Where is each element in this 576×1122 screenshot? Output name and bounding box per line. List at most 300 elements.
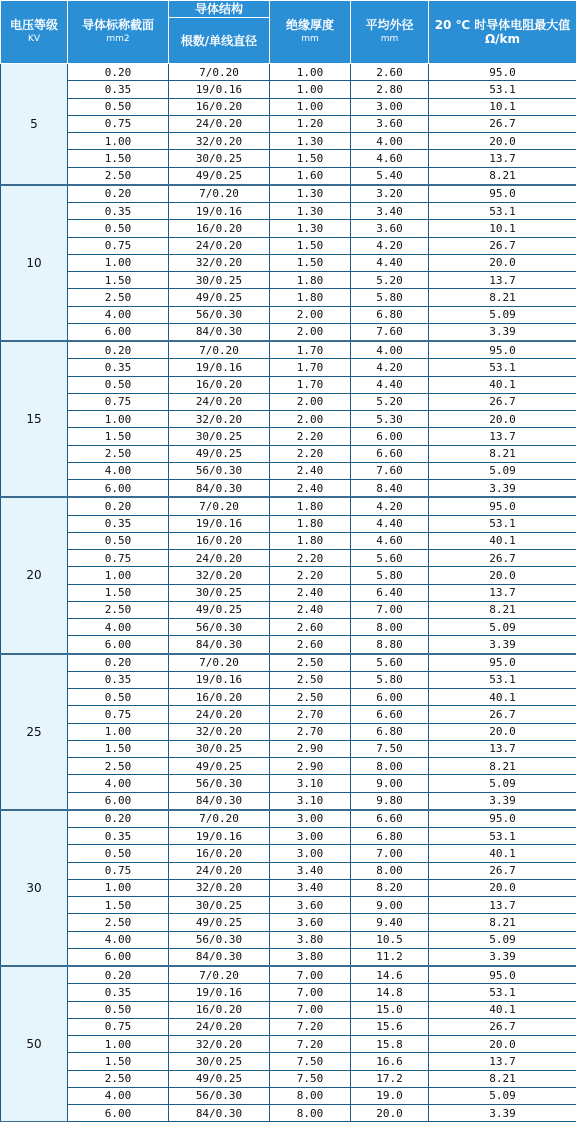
cross-section-cell: 2.50 (68, 445, 169, 462)
diameter-cell: 14.6 (351, 966, 429, 984)
voltage-cell: 30 (1, 810, 68, 966)
voltage-header-label: 电压等级 (10, 18, 58, 32)
insulation-header-unit: mm (270, 32, 350, 46)
table-row (1, 1070, 576, 1087)
resistance-cell: 8.21 (429, 1070, 576, 1087)
resistance-cell: 5.09 (429, 931, 576, 948)
cross-section-cell: 0.35 (68, 828, 169, 845)
insulation-cell: 1.30 (270, 220, 351, 237)
structure-cell: 32/0.20 (169, 723, 270, 740)
structure-cell: 30/0.25 (169, 1053, 270, 1070)
cross-section-cell: 4.00 (68, 1087, 169, 1104)
table-row (1, 272, 576, 289)
table-row (1, 879, 576, 896)
cross-section-cell: 0.75 (68, 550, 169, 567)
table-row (1, 828, 576, 845)
diameter-cell: 3.20 (351, 185, 429, 203)
diameter-cell: 5.60 (351, 550, 429, 567)
table-row (1, 845, 576, 862)
resistance-header-unit: Ω/km (485, 32, 520, 46)
table-row (1, 966, 576, 984)
structure-cell: 24/0.20 (169, 862, 270, 879)
cross-section-cell: 1.00 (68, 133, 169, 150)
table-row (1, 897, 576, 914)
cross-section-header-label: 导体标称截面 (82, 18, 154, 32)
resistance-header (429, 1, 576, 64)
voltage-cell: 20 (1, 497, 68, 653)
structure-cell: 16/0.20 (169, 98, 270, 115)
cross-section-cell: 2.50 (68, 167, 169, 185)
diameter-cell: 20.0 (351, 1105, 429, 1122)
resistance-cell: 53.1 (429, 828, 576, 845)
table-row (1, 792, 576, 810)
insulation-cell: 1.70 (270, 359, 351, 376)
diameter-cell: 3.60 (351, 115, 429, 132)
insulation-cell: 1.70 (270, 376, 351, 393)
resistance-cell: 26.7 (429, 393, 576, 410)
table-row (1, 862, 576, 879)
diameter-cell: 4.60 (351, 532, 429, 549)
cross-section-cell: 1.50 (68, 150, 169, 167)
diameter-cell: 15.0 (351, 1001, 429, 1018)
diameter-cell: 5.80 (351, 289, 429, 306)
resistance-cell: 26.7 (429, 237, 576, 254)
cross-section-cell: 0.50 (68, 376, 169, 393)
structure-cell: 84/0.30 (169, 1105, 270, 1122)
insulation-cell: 2.60 (270, 619, 351, 636)
table-row (1, 220, 576, 237)
cross-section-cell: 1.50 (68, 740, 169, 757)
table-row (1, 1001, 576, 1018)
cross-section-cell: 1.00 (68, 567, 169, 584)
insulation-cell: 2.40 (270, 584, 351, 601)
insulation-cell: 1.00 (270, 81, 351, 98)
table-row (1, 203, 576, 220)
cross-section-cell: 1.00 (68, 1036, 169, 1053)
insulation-cell: 1.80 (270, 289, 351, 306)
resistance-cell: 13.7 (429, 428, 576, 445)
cross-section-header (68, 1, 169, 64)
structure-cell: 49/0.25 (169, 1070, 270, 1087)
cross-section-cell: 4.00 (68, 931, 169, 948)
cross-section-cell: 0.50 (68, 689, 169, 706)
insulation-cell: 3.60 (270, 914, 351, 931)
structure-cell: 19/0.16 (169, 203, 270, 220)
structure-cell: 16/0.20 (169, 532, 270, 549)
resistance-cell: 3.39 (429, 792, 576, 810)
structure-cell: 84/0.30 (169, 948, 270, 966)
insulation-cell: 1.30 (270, 133, 351, 150)
structure-cell: 32/0.20 (169, 411, 270, 428)
diameter-cell: 4.40 (351, 515, 429, 532)
resistance-cell: 95.0 (429, 64, 576, 81)
diameter-cell: 6.80 (351, 828, 429, 845)
table-row (1, 445, 576, 462)
cross-section-cell: 0.20 (68, 810, 169, 828)
diameter-cell: 6.60 (351, 810, 429, 828)
structure-cell: 30/0.25 (169, 584, 270, 601)
insulation-cell: 3.60 (270, 897, 351, 914)
structure-cell: 7/0.20 (169, 341, 270, 359)
insulation-cell: 7.50 (270, 1053, 351, 1070)
structure-cell: 16/0.20 (169, 1001, 270, 1018)
cross-section-cell: 2.50 (68, 1070, 169, 1087)
table-row (1, 636, 576, 654)
cross-section-cell: 0.35 (68, 359, 169, 376)
diameter-cell: 7.60 (351, 462, 429, 479)
diameter-header-label: 平均外径 (365, 18, 413, 32)
diameter-cell: 10.5 (351, 931, 429, 948)
diameter-cell: 6.60 (351, 445, 429, 462)
resistance-cell: 95.0 (429, 654, 576, 672)
insulation-cell: 1.80 (270, 497, 351, 515)
voltage-cell: 5 (1, 64, 68, 185)
resistance-cell: 3.39 (429, 948, 576, 966)
insulation-header (270, 1, 351, 64)
insulation-cell: 8.00 (270, 1087, 351, 1104)
resistance-cell: 3.39 (429, 323, 576, 341)
table-row (1, 185, 576, 203)
insulation-cell: 3.40 (270, 879, 351, 896)
diameter-cell: 5.30 (351, 411, 429, 428)
structure-cell: 24/0.20 (169, 706, 270, 723)
cross-section-cell: 1.50 (68, 1053, 169, 1070)
insulation-cell: 1.00 (270, 98, 351, 115)
cross-section-cell: 6.00 (68, 480, 169, 498)
insulation-cell: 1.30 (270, 203, 351, 220)
resistance-cell: 26.7 (429, 550, 576, 567)
structure-cell: 30/0.25 (169, 740, 270, 757)
table-row (1, 689, 576, 706)
cross-section-cell: 0.35 (68, 515, 169, 532)
diameter-cell: 5.60 (351, 654, 429, 672)
diameter-cell: 5.80 (351, 567, 429, 584)
table-row (1, 323, 576, 341)
cross-section-cell: 0.50 (68, 532, 169, 549)
table-row (1, 775, 576, 792)
resistance-cell: 13.7 (429, 584, 576, 601)
diameter-cell: 16.6 (351, 1053, 429, 1070)
resistance-cell: 20.0 (429, 879, 576, 896)
diameter-cell: 6.00 (351, 428, 429, 445)
table-row (1, 740, 576, 757)
resistance-cell: 26.7 (429, 862, 576, 879)
structure-cell: 84/0.30 (169, 480, 270, 498)
insulation-cell: 3.80 (270, 931, 351, 948)
resistance-cell: 5.09 (429, 462, 576, 479)
cross-section-cell: 1.00 (68, 723, 169, 740)
insulation-cell: 2.20 (270, 428, 351, 445)
diameter-cell: 7.00 (351, 601, 429, 618)
structure-cell: 19/0.16 (169, 828, 270, 845)
resistance-cell: 5.09 (429, 1087, 576, 1104)
structure-cell: 19/0.16 (169, 359, 270, 376)
cross-section-cell: 0.20 (68, 654, 169, 672)
diameter-cell: 15.6 (351, 1018, 429, 1035)
resistance-cell: 26.7 (429, 115, 576, 132)
insulation-cell: 2.00 (270, 306, 351, 323)
insulation-cell: 7.00 (270, 1001, 351, 1018)
diameter-cell: 19.0 (351, 1087, 429, 1104)
diameter-cell: 6.60 (351, 706, 429, 723)
structure-cell: 19/0.16 (169, 515, 270, 532)
insulation-cell: 2.00 (270, 411, 351, 428)
cross-section-cell: 6.00 (68, 636, 169, 654)
resistance-cell: 40.1 (429, 532, 576, 549)
diameter-cell: 6.40 (351, 584, 429, 601)
diameter-cell: 2.60 (351, 64, 429, 81)
insulation-cell: 8.00 (270, 1105, 351, 1122)
resistance-cell: 26.7 (429, 1018, 576, 1035)
insulation-cell: 3.00 (270, 810, 351, 828)
structure-cell: 56/0.30 (169, 1087, 270, 1104)
insulation-header-label: 绝缘厚度 (286, 18, 334, 32)
structure-cell: 30/0.25 (169, 428, 270, 445)
resistance-cell: 26.7 (429, 706, 576, 723)
structure-cell: 19/0.16 (169, 81, 270, 98)
cross-section-cell: 0.50 (68, 1001, 169, 1018)
table-row (1, 584, 576, 601)
structure-sub-header: 根数/单线直径 (169, 18, 270, 64)
cross-section-cell: 6.00 (68, 323, 169, 341)
table-row (1, 289, 576, 306)
insulation-cell: 1.80 (270, 272, 351, 289)
cross-section-cell: 0.20 (68, 966, 169, 984)
resistance-cell: 53.1 (429, 984, 576, 1001)
structure-cell: 30/0.25 (169, 150, 270, 167)
resistance-cell: 13.7 (429, 740, 576, 757)
diameter-cell: 6.80 (351, 306, 429, 323)
table-row (1, 133, 576, 150)
resistance-cell: 5.09 (429, 619, 576, 636)
cross-section-cell: 0.35 (68, 81, 169, 98)
diameter-cell: 4.20 (351, 497, 429, 515)
resistance-cell: 53.1 (429, 203, 576, 220)
table-row (1, 462, 576, 479)
structure-cell: 24/0.20 (169, 550, 270, 567)
table-row (1, 931, 576, 948)
resistance-cell: 40.1 (429, 1001, 576, 1018)
resistance-cell: 10.1 (429, 98, 576, 115)
diameter-cell: 8.00 (351, 758, 429, 775)
voltage-header (1, 1, 68, 64)
insulation-cell: 2.20 (270, 550, 351, 567)
structure-cell: 7/0.20 (169, 64, 270, 81)
cross-section-cell: 1.00 (68, 254, 169, 271)
insulation-cell: 2.50 (270, 654, 351, 672)
cross-section-cell: 0.35 (68, 203, 169, 220)
table-row (1, 723, 576, 740)
structure-cell: 56/0.30 (169, 775, 270, 792)
structure-cell: 24/0.20 (169, 115, 270, 132)
insulation-cell: 1.50 (270, 150, 351, 167)
structure-cell: 7/0.20 (169, 497, 270, 515)
structure-cell: 84/0.30 (169, 792, 270, 810)
resistance-cell: 53.1 (429, 671, 576, 688)
resistance-cell: 8.21 (429, 167, 576, 185)
insulation-cell: 1.60 (270, 167, 351, 185)
cross-section-cell: 0.20 (68, 341, 169, 359)
diameter-cell: 9.00 (351, 775, 429, 792)
resistance-cell: 95.0 (429, 810, 576, 828)
cross-section-cell: 0.50 (68, 845, 169, 862)
cross-section-cell: 0.75 (68, 237, 169, 254)
voltage-cell: 25 (1, 654, 68, 810)
resistance-cell: 95.0 (429, 185, 576, 203)
diameter-cell: 8.80 (351, 636, 429, 654)
diameter-cell: 8.00 (351, 619, 429, 636)
diameter-cell: 3.60 (351, 220, 429, 237)
insulation-cell: 2.00 (270, 393, 351, 410)
diameter-header (351, 1, 429, 64)
structure-cell: 19/0.16 (169, 984, 270, 1001)
resistance-cell: 20.0 (429, 411, 576, 428)
structure-cell: 24/0.20 (169, 237, 270, 254)
insulation-cell: 2.70 (270, 706, 351, 723)
cross-section-cell: 2.50 (68, 601, 169, 618)
resistance-cell: 13.7 (429, 1053, 576, 1070)
structure-cell: 49/0.25 (169, 601, 270, 618)
diameter-cell: 7.00 (351, 845, 429, 862)
table-row (1, 497, 576, 515)
table-row (1, 654, 576, 672)
structure-cell: 49/0.25 (169, 445, 270, 462)
insulation-cell: 2.60 (270, 636, 351, 654)
resistance-cell: 10.1 (429, 220, 576, 237)
structure-cell: 84/0.30 (169, 636, 270, 654)
cross-section-cell: 1.50 (68, 584, 169, 601)
resistance-cell: 3.39 (429, 636, 576, 654)
structure-cell: 49/0.25 (169, 914, 270, 931)
resistance-cell: 20.0 (429, 254, 576, 271)
table-row (1, 376, 576, 393)
diameter-header-unit: mm (351, 32, 428, 46)
resistance-cell: 3.39 (429, 1105, 576, 1122)
structure-cell: 56/0.30 (169, 619, 270, 636)
diameter-cell: 4.40 (351, 254, 429, 271)
table-row (1, 1105, 576, 1122)
structure-cell: 16/0.20 (169, 220, 270, 237)
table-row (1, 532, 576, 549)
diameter-cell: 4.00 (351, 133, 429, 150)
table-row (1, 480, 576, 498)
structure-cell: 16/0.20 (169, 376, 270, 393)
diameter-cell: 5.40 (351, 167, 429, 185)
structure-cell: 24/0.20 (169, 1018, 270, 1035)
cross-section-cell: 0.50 (68, 220, 169, 237)
structure-cell: 16/0.20 (169, 845, 270, 862)
resistance-cell: 8.21 (429, 445, 576, 462)
table-row (1, 515, 576, 532)
resistance-cell: 95.0 (429, 966, 576, 984)
structure-cell: 32/0.20 (169, 133, 270, 150)
diameter-cell: 4.00 (351, 341, 429, 359)
insulation-cell: 1.80 (270, 532, 351, 549)
table-row (1, 393, 576, 410)
diameter-cell: 6.00 (351, 689, 429, 706)
insulation-cell: 3.00 (270, 828, 351, 845)
insulation-cell: 1.30 (270, 185, 351, 203)
insulation-cell: 2.90 (270, 758, 351, 775)
cross-section-cell: 1.00 (68, 411, 169, 428)
cross-section-cell: 0.20 (68, 64, 169, 81)
cross-section-cell: 1.50 (68, 897, 169, 914)
insulation-cell: 2.00 (270, 323, 351, 341)
resistance-cell: 20.0 (429, 567, 576, 584)
resistance-cell: 40.1 (429, 376, 576, 393)
table-body (1, 64, 576, 1122)
structure-cell: 56/0.30 (169, 462, 270, 479)
insulation-cell: 1.70 (270, 341, 351, 359)
cross-section-cell: 0.50 (68, 98, 169, 115)
table-row (1, 948, 576, 966)
resistance-cell: 95.0 (429, 341, 576, 359)
structure-cell: 32/0.20 (169, 1036, 270, 1053)
cross-section-cell: 0.75 (68, 393, 169, 410)
insulation-cell: 2.40 (270, 462, 351, 479)
table-row (1, 706, 576, 723)
table-row (1, 1053, 576, 1070)
table-row (1, 150, 576, 167)
table-row (1, 428, 576, 445)
structure-cell: 30/0.25 (169, 272, 270, 289)
cross-section-cell: 2.50 (68, 758, 169, 775)
insulation-cell: 1.80 (270, 515, 351, 532)
structure-cell: 56/0.30 (169, 306, 270, 323)
resistance-cell: 5.09 (429, 775, 576, 792)
insulation-cell: 2.50 (270, 671, 351, 688)
resistance-cell: 53.1 (429, 359, 576, 376)
cross-section-cell: 4.00 (68, 619, 169, 636)
structure-cell: 49/0.25 (169, 758, 270, 775)
structure-cell: 32/0.20 (169, 567, 270, 584)
structure-cell: 19/0.16 (169, 671, 270, 688)
cross-section-cell: 1.50 (68, 428, 169, 445)
table-row (1, 619, 576, 636)
table-row (1, 359, 576, 376)
insulation-cell: 3.40 (270, 862, 351, 879)
cross-section-cell: 0.35 (68, 671, 169, 688)
insulation-cell: 7.00 (270, 984, 351, 1001)
diameter-cell: 4.60 (351, 150, 429, 167)
diameter-cell: 15.8 (351, 1036, 429, 1053)
diameter-cell: 17.2 (351, 1070, 429, 1087)
table-row (1, 567, 576, 584)
insulation-cell: 1.50 (270, 237, 351, 254)
diameter-cell: 3.00 (351, 98, 429, 115)
diameter-cell: 7.60 (351, 323, 429, 341)
structure-cell: 7/0.20 (169, 966, 270, 984)
structure-cell: 32/0.20 (169, 254, 270, 271)
structure-cell: 49/0.25 (169, 289, 270, 306)
diameter-cell: 8.40 (351, 480, 429, 498)
structure-cell: 16/0.20 (169, 689, 270, 706)
structure-cell: 7/0.20 (169, 654, 270, 672)
diameter-cell: 9.40 (351, 914, 429, 931)
table-row (1, 254, 576, 271)
table-row (1, 237, 576, 254)
insulation-cell: 2.40 (270, 480, 351, 498)
structure-cell: 56/0.30 (169, 931, 270, 948)
diameter-cell: 5.20 (351, 393, 429, 410)
resistance-cell: 8.21 (429, 601, 576, 618)
table-row (1, 671, 576, 688)
insulation-cell: 1.00 (270, 64, 351, 81)
voltage-cell: 15 (1, 341, 68, 497)
cross-section-cell: 2.50 (68, 289, 169, 306)
resistance-cell: 95.0 (429, 497, 576, 515)
table-row (1, 115, 576, 132)
